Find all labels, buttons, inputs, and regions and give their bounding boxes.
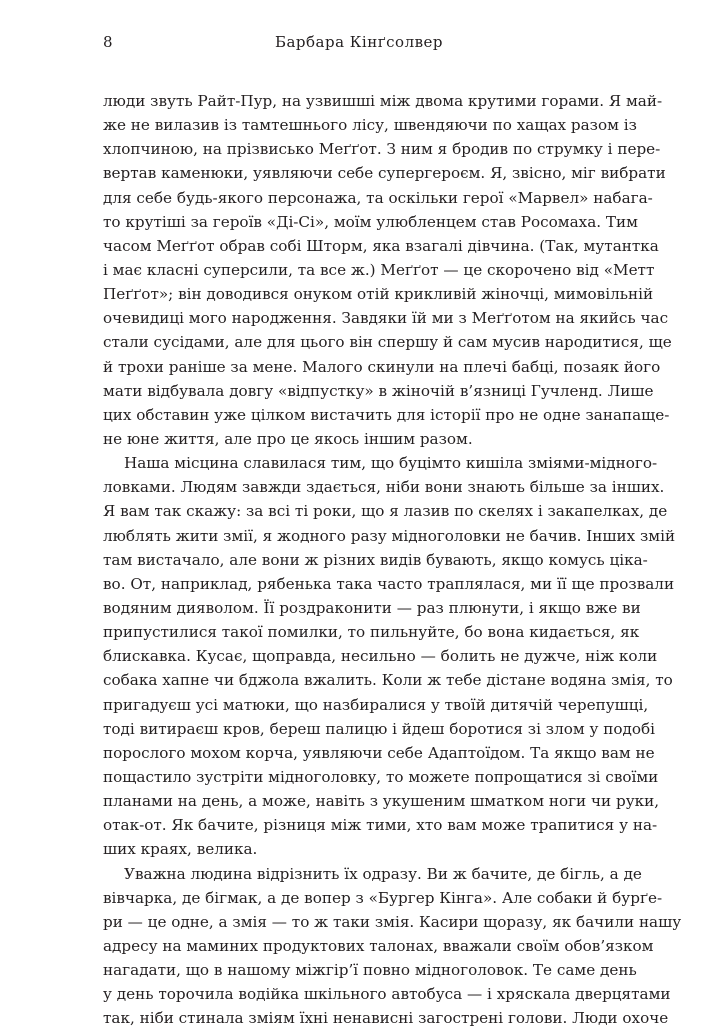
- paragraph-1: [103, 89, 672, 451]
- text-line: порослого мохом корча, уявляючи себе Адаптоїдом. Та якщо вам не: [103, 743, 655, 762]
- text-line: мати відбувала довгу «відпустку» в жіночій в’язниці Гучленд. Лише: [103, 381, 654, 400]
- text-line: люблять жити змії, я жодного разу мідноголовки не бачив. Інших змій: [103, 526, 676, 545]
- text-line: Я вам так скажу: за всі ті роки, що я лазив по скелях і закапелках, де: [103, 502, 668, 521]
- text-line: стали сусідами, але для цього він спершу й сам мусив народитися, ще: [103, 333, 672, 352]
- text-line: вертав каменюки, уявляючи себе супергероєм. Я, звісно, міг вибрати: [103, 164, 666, 183]
- running-head: [103, 33, 615, 55]
- text-line: для себе будь-якого персонажа, та оскільки герої «Марвел» набага-: [103, 188, 653, 207]
- page-number: 8: [103, 33, 114, 51]
- text-line: припустилися такої помилки, то пильнуйте, бо вона кидається, як: [103, 623, 640, 642]
- text-line: пригадуєш усі матюки, що назбиралися у твоїй дитячій черепушці,: [103, 695, 649, 714]
- text-line: же не вилазив із тамтешнього лісу, швендяючи по хащах разом із: [103, 116, 637, 135]
- text-line: часом Меґґот обрав собі Шторм, яка взагалі дівчина. (Так, мутантка: [103, 236, 659, 255]
- text-line: адресу на маминих продуктових талонах, вважали своїм обов’язком: [103, 936, 654, 955]
- text-line: там вистачало, але вони ж різних видів бувають, якщо комусь ціка-: [103, 550, 648, 569]
- paragraph-2: [103, 451, 676, 861]
- text-line: нагадати, що в нашому міжгір’ї повно мідноголовок. Те саме день: [103, 961, 637, 980]
- text-line: во. От, наприклад, рябенька така часто траплялася, ми її ще прозвали: [103, 574, 675, 593]
- text-line: пощастило зустріти мідноголовку, то можете попрощатися зі своїми: [103, 767, 659, 786]
- text-line: люди звуть Райт-Пур, на узвишші між двома крутими горами. Я май-: [103, 92, 663, 110]
- text-line: водяним дияволом. Її роздраконити — раз плюнути, і якщо вже ви: [103, 598, 641, 617]
- text-line: й трохи раніше за мене. Малого скинули на плечі бабці, позаяк його: [103, 357, 661, 376]
- text-line: Уважна людина відрізнить їх одразу. Ви ж бачите, де бігль, а де: [124, 864, 642, 883]
- text-line: Пеґґот»; він доводився онуком отій крикливій жіночці, мимовільній: [103, 285, 654, 304]
- text-line: то крутіші за героїв «Ді-Сі», моїм улюбленцем став Росомаха. Тим: [103, 212, 638, 231]
- text-line: і має класні суперсили, та все ж.) Меґґот — це скорочено від «Метт: [103, 260, 655, 279]
- text-line: ловками. Людям завжди здається, ніби вони знають більше за інших.: [103, 478, 665, 497]
- body-text: [103, 89, 682, 1030]
- text-line: ших краях, велика.: [103, 840, 258, 859]
- text-line: у день торочила водійка шкільного автобуса — і хряскала дверцятами: [103, 985, 671, 1004]
- text-line: собака хапне чи бджола вжалить. Коли ж тебе дістане водяна змія, то: [103, 671, 673, 690]
- text-line: планами на день, а може, навіть з укушеним шматком ноги чи руки,: [103, 792, 660, 811]
- text-line: блискавка. Кусає, щоправда, несильно — болить не дужче, ніж коли: [103, 647, 658, 666]
- text-line: не юне життя, але про це якось іншим разом.: [103, 429, 473, 448]
- text-line: очевидиці мого народження. Завдяки їй ми з Меґґотом на якийсь час: [103, 309, 669, 328]
- text-line: тоді витираєш кров, береш палицю і йдеш боротися зі злом у подобі: [103, 719, 656, 738]
- text-line: так, ніби стинала зміям їхні ненависні загострені голови. Люди охоче: [103, 1009, 669, 1028]
- text-line: отак-от. Як бачите, різниця між тими, хто вам може трапитися у на-: [103, 816, 658, 835]
- text-line: цих обставин уже цілком вистачить для історії про не одне занапаще-: [103, 405, 670, 424]
- text-line: Наша місцина славилася тим, що буцімто кишіла зміями-мідного-: [124, 454, 658, 473]
- paragraph-3: [103, 862, 682, 1031]
- text-line: вівчарка, де бігмак, а де вопер з «Бургер Кінга». Але собаки й бурґе-: [103, 888, 663, 907]
- running-title: Барбара Кінґсолвер: [274, 33, 444, 51]
- text-line: хлопчиною, на прізвисько Меґґот. З ним я бродив по струмку і пере-: [103, 140, 661, 159]
- text-line: ри — це одне, а змія — то ж таки змія. Касири щоразу, як бачили нашу: [103, 912, 682, 931]
